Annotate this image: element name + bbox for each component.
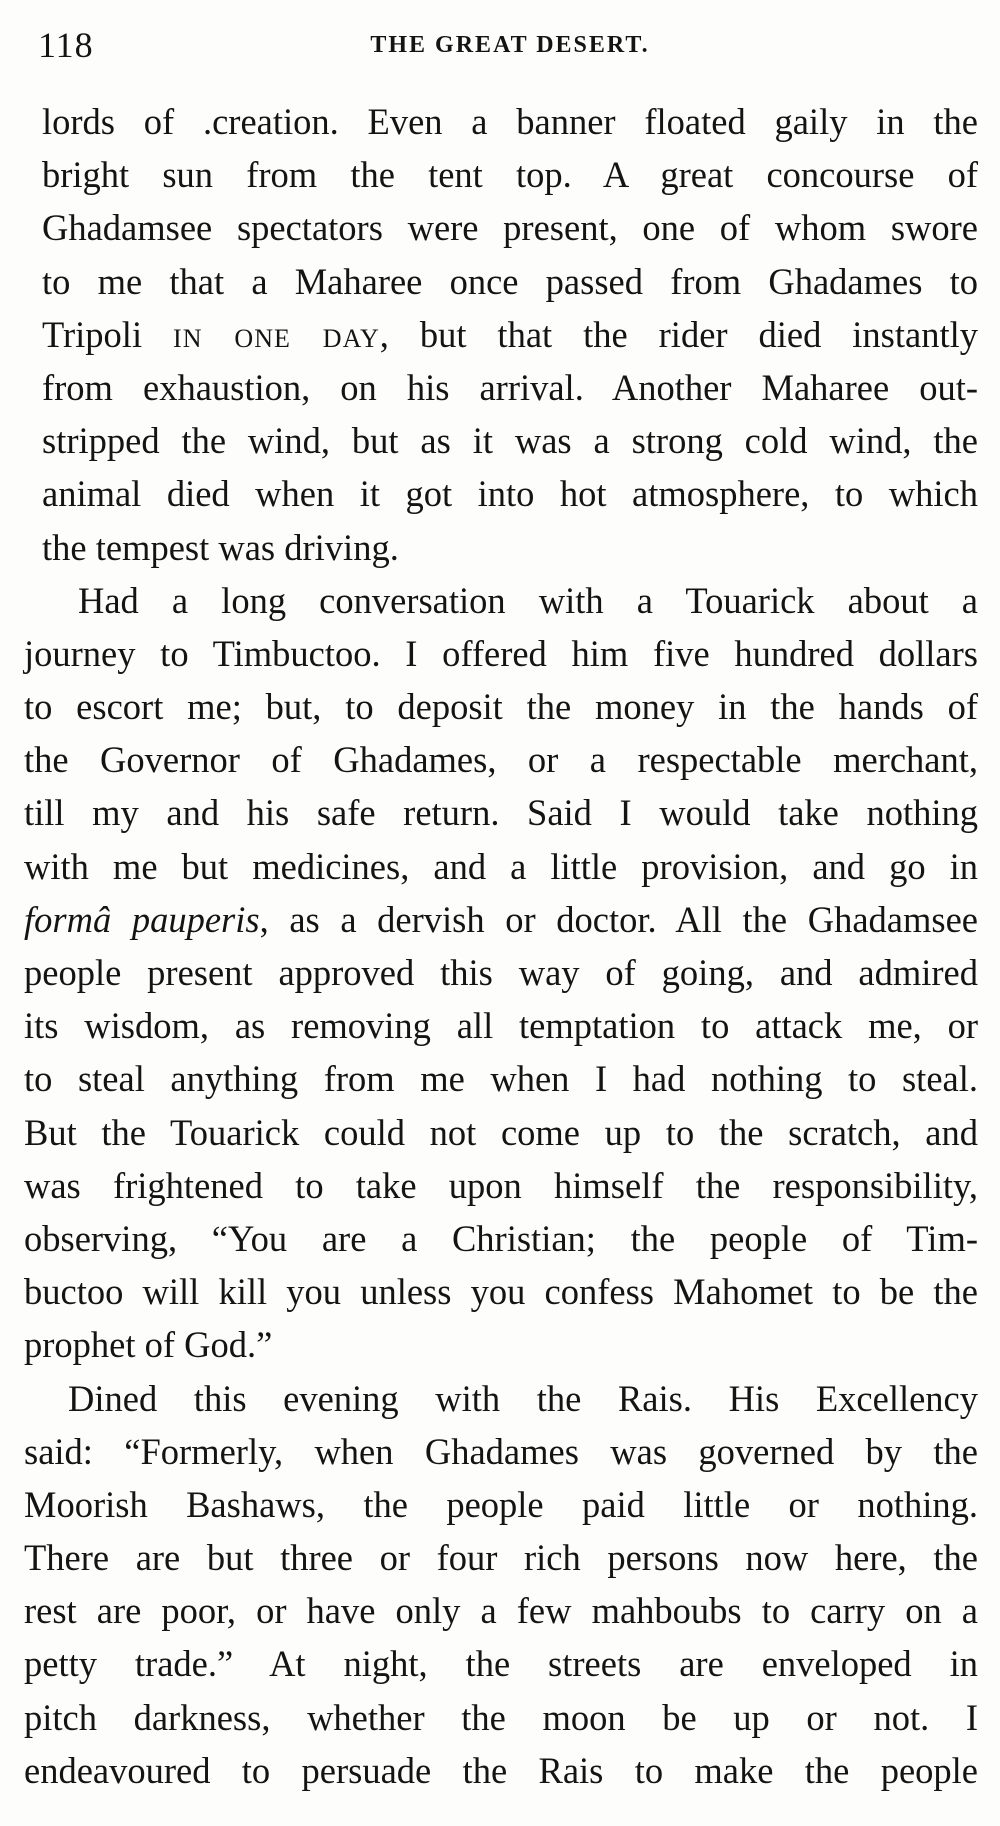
- text-line: But the Touarick could not come up to the scratch, and: [24, 1111, 978, 1153]
- text-line: petty trade.” At night, the streets are enveloped in: [24, 1643, 978, 1685]
- text-line: stripped the wind, but as it was a strong cold wind, the: [42, 420, 978, 462]
- text-line: till my and his safe return. Said I would take nothing: [24, 792, 978, 834]
- text-line: [24, 893, 978, 946]
- text-line: There are but three or four rich persons now here, the: [24, 1537, 978, 1579]
- text-line: observing, “You are a Christian; the people of Tim-: [24, 1217, 978, 1259]
- text-line: prophet of God.”: [24, 1324, 273, 1366]
- text-line: pitch darkness, whether the moon be up or not. I: [24, 1696, 978, 1738]
- text-line: the tempest was driving.: [42, 526, 399, 568]
- paragraph-first-line: Had a long conversation with a Touarick about a: [78, 579, 978, 621]
- text-line: to me that a Maharee once passed from Ghadames to: [42, 260, 978, 302]
- text-line: Ghadamsee spectators were present, one of whom swore: [42, 207, 978, 249]
- text-line: lords of .creation. Even a banner floated gaily in the: [42, 101, 978, 142]
- small-caps-phrase: in one day: [173, 313, 380, 355]
- text-line: the Governor of Ghadames, or a respectable merchant,: [24, 739, 978, 781]
- text-line: animal died when it got into hot atmosphere, to which: [42, 473, 978, 515]
- text-line: endeavoured to persuade the Rais to make the people: [24, 1749, 978, 1791]
- text-line: to escort me; but, to deposit the money in the hands of: [24, 686, 978, 728]
- page-number: 118: [38, 25, 94, 65]
- line-text: , but that the rider died instantly: [379, 313, 979, 355]
- text-line: rest are poor, or have only a few mahboubs to carry on a: [24, 1590, 978, 1632]
- text-line: [24, 308, 978, 361]
- paragraph-first-line: Dined this evening with the Rais. His Excellency: [68, 1377, 978, 1419]
- text-line: its wisdom, as removing all temptation to attack me, or: [24, 1005, 978, 1047]
- text-line: Moorish Bashaws, the people paid little or nothing.: [24, 1483, 978, 1525]
- text-line: said: “Formerly, when Ghadames was governed by the: [24, 1430, 978, 1472]
- page-header: [38, 18, 982, 78]
- body-text: [24, 95, 978, 1797]
- text-line: was frightened to take upon himself the responsibility,: [24, 1164, 978, 1206]
- line-text: Tripoli: [42, 313, 174, 355]
- italic-phrase: formâ pauperis: [24, 898, 260, 940]
- text-line: with me but medicines, and a little provision, and go in: [24, 845, 978, 887]
- text-line: buctoo will kill you unless you confess Mahomet to be the: [24, 1271, 978, 1313]
- text-line: journey to Timbuctoo. I offered him five hundred dollars: [24, 632, 978, 674]
- text-line: bright sun from the tent top. A great concourse of: [42, 154, 978, 196]
- running-title: THE GREAT DESERT.: [370, 32, 650, 58]
- text-line: to steal anything from me when I had nothing to steal.: [24, 1058, 978, 1100]
- text-line: people present approved this way of going, and admired: [24, 952, 978, 993]
- line-text: , as a dervish or doctor. All the Ghadamsee: [259, 898, 978, 940]
- text-line: from exhaustion, on his arrival. Another Maharee out-: [42, 366, 978, 408]
